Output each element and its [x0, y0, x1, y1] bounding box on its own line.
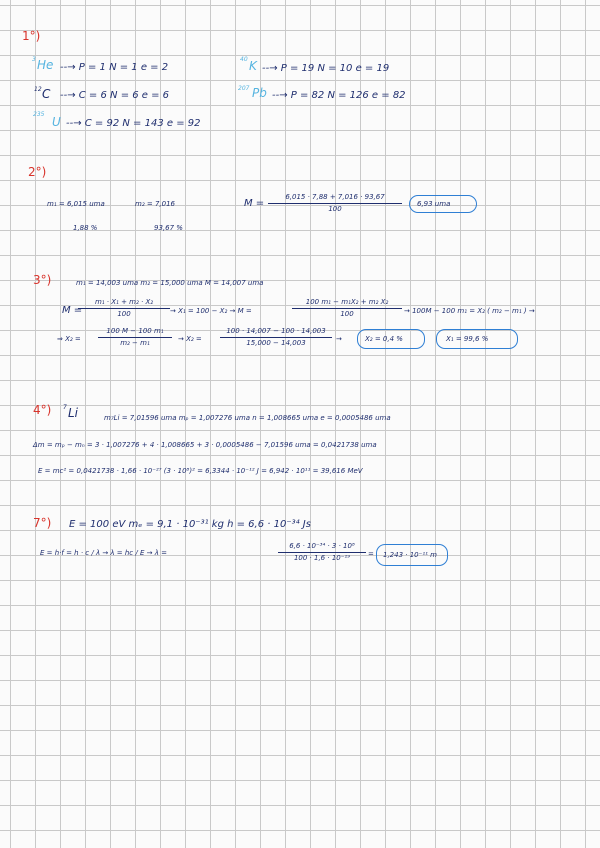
question-1-number: 1°) — [22, 29, 41, 43]
fraction-bar — [98, 337, 172, 338]
q3-m-denominator: 100 — [117, 310, 131, 318]
q3-x1-relation: → X₁ = 100 − X₂ → M = — [170, 307, 252, 315]
fraction-bar — [268, 203, 402, 204]
q3-arrow: → — [336, 335, 342, 343]
question-2-number: 2°) — [28, 165, 47, 179]
q2-mass-1: m₁ = 6,015 uma — [47, 200, 105, 208]
fraction-bar — [78, 308, 170, 309]
question-5-number: 7°) — [33, 516, 52, 530]
k-mass-number: 40 — [240, 56, 248, 63]
q2-m-lhs: M = — [244, 198, 265, 209]
c-particles: --→ C = 6 N = 6 e = 6 — [60, 90, 170, 101]
q3-m2-fraction — [292, 298, 402, 319]
q2-percent-2: 93,67 % — [154, 224, 183, 232]
c-mass-number: 12 — [34, 86, 42, 93]
q3-x2-value-fraction — [220, 327, 332, 348]
q3-x2-denominator: m₂ − m₁ — [120, 339, 150, 347]
q3-m-fraction — [78, 298, 170, 319]
q3-x2-numerator: 100 M − 100 m₁ — [106, 327, 164, 335]
q2-percent-1: 1,88 % — [73, 224, 98, 232]
q3-rearrangement: → 100M − 100 m₁ = X₂ ( m₂ − m₁ ) → — [404, 307, 535, 315]
q3-given-values: m₁ = 14,003 uma m₂ = 15,000 uma M = 14,007 uma — [76, 279, 264, 287]
u-particles: --→ C = 92 N = 143 e = 92 — [66, 118, 201, 129]
q2-fraction-denominator: 100 — [328, 205, 342, 213]
q4-binding-energy: E = mc² = 0,0421738 · 1,66 · 10⁻²⁷ (3 · 10⁸)² = 6,3344 · 10⁻¹² J = 6,942 · 10¹¹ = 39,616 MeV — [38, 467, 363, 475]
q3-m2-denominator: 100 — [340, 310, 354, 318]
fraction-bar — [220, 337, 332, 338]
li-symbol: Li — [68, 406, 79, 420]
q3-m2-numerator: 100 m₁ − m₁X₂ + m₂ X₂ — [305, 298, 389, 306]
q5-given-values: E = 100 eV mₑ = 9,1 · 10⁻³¹ kg h = 6,6 · 10⁻³⁴ Js — [69, 519, 311, 530]
c-symbol: C — [42, 87, 51, 101]
he-mass-number: 3 — [32, 56, 36, 63]
u-symbol: U — [52, 115, 61, 129]
q5-denominator: 100 · 1,6 · 10⁻¹⁹ — [293, 554, 351, 562]
q5-equals-sign: = — [368, 550, 374, 558]
pb-particles: --→ P = 82 N = 126 e = 82 — [272, 90, 406, 101]
q5-wavelength-fraction — [278, 542, 366, 563]
q4-mass-defect: Δm = mₚ − mₙ = 3 · 1,007276 + 4 · 1,008665 + 3 · 0,0005486 − 7,01596 uma = 0,0421738 uma — [33, 441, 377, 449]
q2-fraction-numerator: 6,015 · 7,88 + 7,016 · 93,67 — [285, 193, 385, 201]
k-particles: --→ P = 19 N = 10 e = 19 — [262, 63, 390, 74]
k-symbol: K — [249, 59, 257, 73]
q3-x2-mid: → X₂ = — [178, 335, 202, 343]
fraction-bar — [292, 308, 402, 309]
q5-equation: E = h·f = h · c / λ → λ = hc / E → λ = — [40, 549, 167, 557]
q2-mass-2: m₂ = 7,016 — [135, 200, 175, 208]
q5-numerator: 6,6 · 10⁻³⁴ · 3 · 10⁸ — [289, 542, 355, 550]
fraction-bar — [278, 552, 366, 553]
u-mass-number: 235 — [33, 111, 45, 118]
he-symbol: He — [37, 58, 54, 72]
pb-mass-number: 207 — [238, 85, 250, 92]
q4-given-values: m₇Li = 7,01596 uma mₚ = 1,007276 uma n = 1,008665 uma e = 0,0005486 uma — [104, 414, 391, 422]
q2-average-fraction — [268, 193, 402, 214]
question-3-number: 3°) — [33, 273, 52, 287]
q2-result: 6,93 uma — [417, 200, 451, 208]
he-particles: --→ P = 1 N = 1 e = 2 — [60, 62, 169, 73]
q3-result-1: X₂ = 0,4 % — [365, 335, 403, 343]
q3-x2-value-denominator: 15,000 − 14,003 — [246, 339, 306, 347]
q3-m-numerator: m₁ · X₁ + m₂ · X₂ — [94, 298, 154, 306]
q3-x2-lhs: ⇒ X₂ = — [57, 335, 81, 343]
q3-x2-fraction — [98, 327, 172, 348]
q3-m-lhs: M = — [62, 305, 83, 316]
q3-result-2: X₁ = 99,6 % — [446, 335, 489, 343]
q3-x2-value-numerator: 100 · 14,007 − 100 · 14,003 — [226, 327, 326, 335]
pb-symbol: Pb — [252, 86, 267, 100]
q5-result: 1,243 · 10⁻¹¹ m — [383, 551, 437, 559]
li-mass-number: 7 — [63, 404, 67, 411]
question-4-number: 4°) — [33, 403, 52, 417]
